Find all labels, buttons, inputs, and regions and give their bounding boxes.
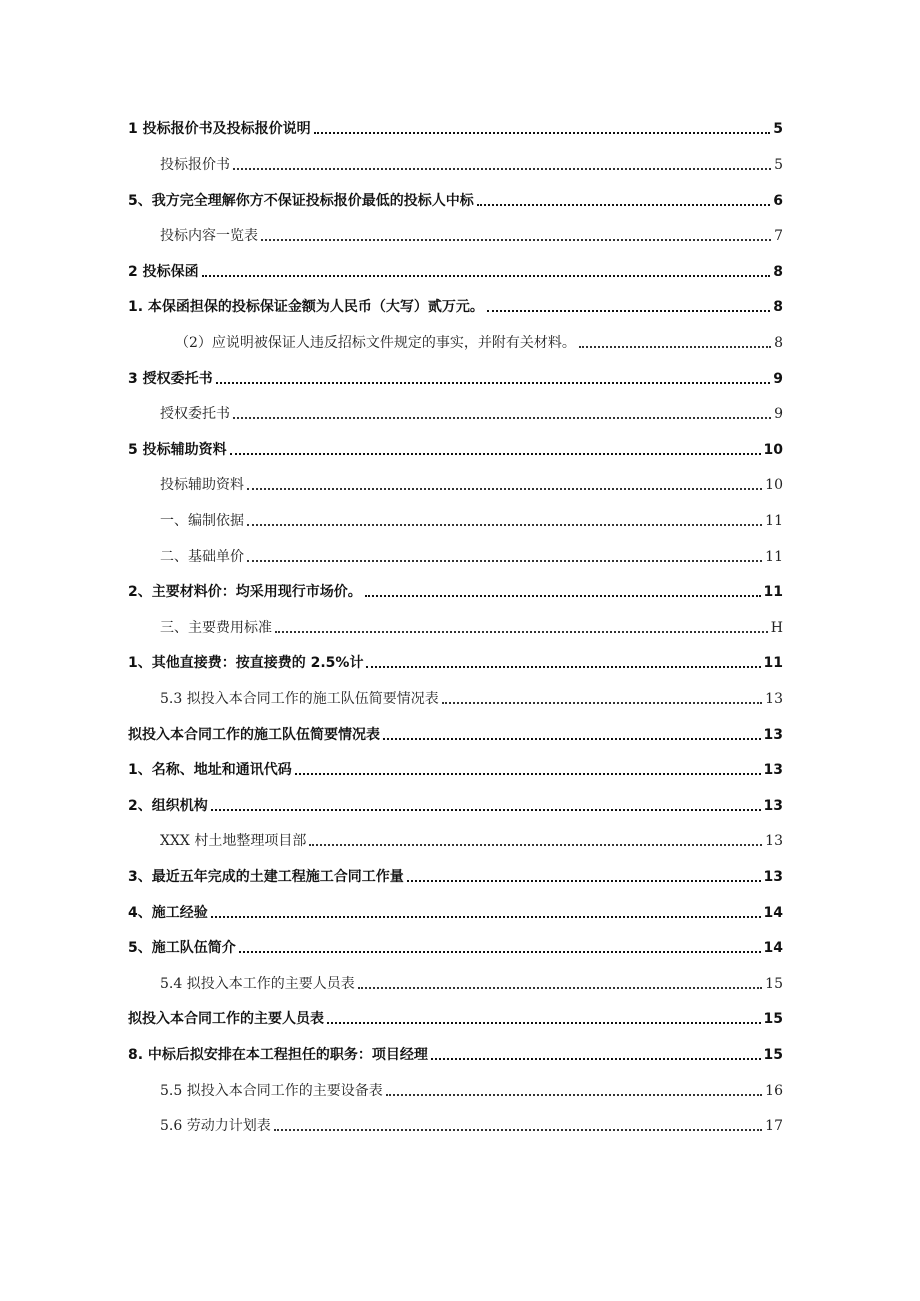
toc-entry-page: 9 — [773, 371, 783, 387]
toc-leader-dots — [247, 523, 762, 526]
toc-leader-dots — [239, 950, 761, 953]
toc-leader-dots — [202, 274, 771, 277]
toc-entry-title: 5、施工队伍简介 — [128, 940, 236, 956]
toc-entry-page: 8 — [774, 335, 783, 351]
toc-entry[interactable] — [160, 150, 783, 174]
toc-leader-dots — [233, 416, 771, 419]
toc-entry[interactable] — [128, 720, 783, 744]
toc-leader-dots — [314, 131, 771, 134]
toc-entry[interactable] — [160, 1076, 783, 1100]
toc-entry-title: （2）应说明被保证人违反招标文件规定的事实，并附有关材料。 — [175, 335, 576, 351]
toc-entry-page: 15 — [763, 1011, 783, 1027]
toc-leader-dots — [366, 665, 760, 668]
toc-leader-dots — [261, 238, 771, 241]
toc-entry-page: 11 — [765, 549, 783, 565]
toc-entry[interactable] — [160, 826, 783, 850]
toc-entry[interactable] — [160, 221, 783, 245]
toc-entry-page: 14 — [763, 940, 783, 956]
toc-entry-title: 投标内容一览表 — [160, 228, 258, 244]
toc-entry[interactable] — [160, 542, 783, 566]
toc-entry[interactable] — [128, 898, 783, 922]
toc-entry-title: 2、主要材料价：均采用现行市场价。 — [128, 584, 362, 600]
toc-entry-page: 5 — [773, 121, 783, 137]
toc-entry[interactable] — [160, 684, 783, 708]
toc-entry[interactable] — [128, 1004, 783, 1028]
toc-entry[interactable] — [160, 470, 783, 494]
toc-entry-page: 8 — [773, 264, 783, 280]
toc-entry-title: 1、其他直接费：按直接费的 2.5%计 — [128, 655, 364, 671]
toc-entry-page: 7 — [774, 228, 783, 244]
toc-entry[interactable] — [128, 114, 783, 138]
toc-entry[interactable] — [160, 1111, 783, 1135]
toc-entry-title: 3、最近五年完成的土建工程施工合同工作量 — [128, 869, 404, 885]
toc-entry-title: 5 投标辅助资料 — [128, 442, 227, 458]
toc-entry[interactable] — [128, 862, 783, 886]
toc-entry-title: 1. 本保函担保的投标保证金额为人民币（大写）贰万元。 — [128, 299, 484, 315]
toc-entry[interactable] — [128, 648, 783, 672]
toc-entry-page: 14 — [763, 905, 783, 921]
toc-leader-dots — [431, 1057, 761, 1060]
toc-entry-page: 10 — [763, 442, 783, 458]
toc-entry-title: 拟投入本合同工作的施工队伍简要情况表 — [128, 727, 380, 743]
toc-entry-title: 授权委托书 — [160, 406, 230, 422]
toc-leader-dots — [247, 487, 762, 490]
toc-entry-page: 11 — [763, 584, 783, 600]
toc-entry[interactable] — [128, 933, 783, 957]
toc-leader-dots — [247, 559, 762, 562]
toc-entry-title: 5.6 劳动力计划表 — [160, 1118, 271, 1134]
toc-entry[interactable] — [160, 399, 783, 423]
toc-entry[interactable] — [160, 969, 783, 993]
toc-leader-dots — [230, 452, 761, 455]
toc-entry-title: 投标辅助资料 — [160, 477, 244, 493]
toc-entry[interactable] — [128, 755, 783, 779]
toc-entry-title: 一、编制依据 — [160, 513, 244, 529]
toc-entry-page: 13 — [763, 798, 783, 814]
toc-leader-dots — [579, 345, 771, 348]
toc-entry-title: 投标报价书 — [160, 157, 230, 173]
toc-entry-page: 8 — [773, 299, 783, 315]
toc-entry-title: 5.5 拟投入本合同工作的主要设备表 — [160, 1083, 383, 1099]
toc-entry-page: H — [770, 620, 783, 636]
toc-entry-title: 三、主要费用标准 — [160, 620, 272, 636]
toc-leader-dots — [295, 772, 761, 775]
toc-leader-dots — [327, 1021, 761, 1024]
toc-leader-dots — [383, 737, 761, 740]
toc-entry-title: 8. 中标后拟安排在本工程担任的职务：项目经理 — [128, 1047, 428, 1063]
toc-entry[interactable] — [160, 506, 783, 530]
toc-entry[interactable] — [128, 1040, 783, 1064]
toc-entry[interactable] — [128, 435, 783, 459]
toc-entry-title: XXX 村土地整理项目部 — [160, 833, 307, 849]
toc-leader-dots — [233, 167, 771, 170]
toc-entry-page: 5 — [774, 157, 783, 173]
toc-leader-dots — [477, 203, 771, 206]
toc-entry-page: 13 — [765, 833, 783, 849]
toc-entry-page: 9 — [774, 406, 783, 422]
toc-leader-dots — [216, 381, 771, 384]
toc-entry-title: 拟投入本合同工作的主要人员表 — [128, 1011, 324, 1027]
toc-entry-page: 6 — [773, 193, 783, 209]
toc-entry[interactable] — [128, 257, 783, 281]
toc-entry[interactable] — [128, 364, 783, 388]
toc-entry-page: 15 — [765, 976, 783, 992]
toc-entry-page: 15 — [763, 1047, 783, 1063]
toc-entry-title: 2、组织机构 — [128, 798, 208, 814]
toc-entry-title: 5、我方完全理解你方不保证投标报价最低的投标人中标 — [128, 193, 474, 209]
toc-entry-page: 16 — [765, 1083, 783, 1099]
toc-entry-title: 1 投标报价书及投标报价说明 — [128, 121, 311, 137]
toc-entry[interactable] — [160, 613, 783, 637]
toc-leader-dots — [275, 630, 768, 633]
toc-entry-title: 5.3 拟投入本合同工作的施工队伍简要情况表 — [160, 691, 439, 707]
toc-leader-dots — [211, 915, 761, 918]
toc-entry[interactable] — [128, 186, 783, 210]
toc-entry[interactable] — [128, 791, 783, 815]
toc-entry-title: 3 授权委托书 — [128, 371, 213, 387]
toc-entry-page: 13 — [763, 762, 783, 778]
toc-leader-dots — [407, 879, 761, 882]
toc-entry-title: 2 投标保函 — [128, 264, 199, 280]
toc-entry-title: 5.4 拟投入本工作的主要人员表 — [160, 976, 355, 992]
toc-entry-page: 11 — [763, 655, 783, 671]
toc-entry-title: 1、名称、地址和通讯代码 — [128, 762, 292, 778]
toc-entry-page: 10 — [765, 477, 783, 493]
toc-leader-dots — [358, 986, 762, 989]
toc-entry-page: 11 — [765, 513, 783, 529]
toc-entry-page: 17 — [765, 1118, 783, 1134]
toc-entry[interactable] — [175, 328, 783, 352]
toc-entry[interactable] — [128, 292, 783, 316]
toc-entry-page: 13 — [763, 869, 783, 885]
toc-leader-dots — [487, 309, 770, 312]
toc-entry-page: 13 — [765, 691, 783, 707]
toc-leader-dots — [274, 1128, 762, 1131]
toc-entry-page: 13 — [763, 727, 783, 743]
toc-entry-title: 4、施工经验 — [128, 905, 208, 921]
toc-entry[interactable] — [128, 577, 783, 601]
toc-entry-title: 二、基础单价 — [160, 549, 244, 565]
toc-leader-dots — [211, 808, 761, 811]
toc-leader-dots — [442, 701, 762, 704]
toc-leader-dots — [365, 594, 761, 597]
toc-leader-dots — [309, 843, 762, 846]
toc-leader-dots — [386, 1093, 762, 1096]
